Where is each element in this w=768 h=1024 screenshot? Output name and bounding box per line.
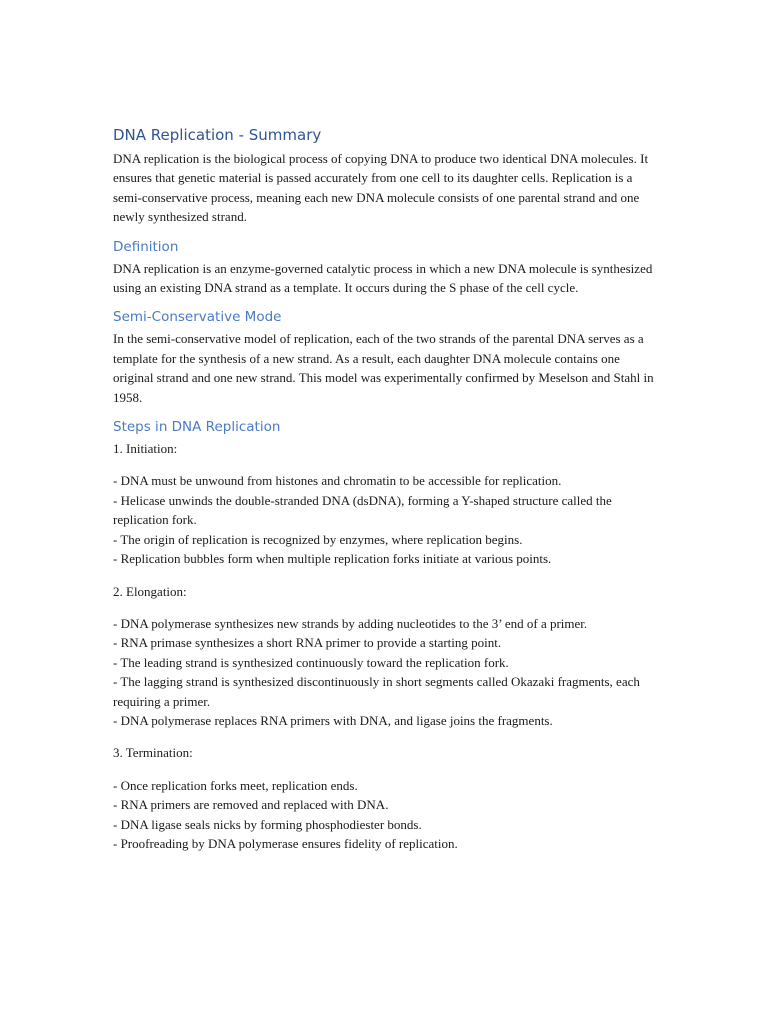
step-title: 3. Termination: [113,745,193,761]
list-item: - RNA primase synthesizes a short RNA primer to provide a starting point. [113,635,502,651]
list-item: - The leading strand is synthesized continuously toward the replication fork. [113,654,509,670]
list-item: - RNA primers are removed and replaced with DNA. [113,797,389,813]
step-bullet-list [113,776,658,854]
step-bullet-list [113,471,658,568]
list-item: - DNA ligase seals nicks by forming phosphodiester bonds. [113,816,422,832]
list-item: - DNA polymerase synthesizes new strands by adding nucleotides to the 3’ end of a primer. [113,615,588,631]
list-item: - Once replication forks meet, replication ends. [113,777,358,793]
step-initiation [113,439,658,568]
document-body [113,124,658,866]
step-bullet-list [113,614,658,730]
step-termination [113,743,658,853]
definition-heading: Definition [113,238,179,255]
list-item: - The origin of replication is recognized by enzymes, where replication begins. [113,531,523,547]
list-item: - Helicase unwinds the double-stranded DNA (dsDNA), forming a Y-shaped structure called the replication fork. [113,492,612,528]
semi-conservative-paragraph: In the semi-conservative model of replication, each of the two strands of the parental DNA serves as a template for the synthesis of a new strand. As a result, each daughter DNA molecule contains one original strand and one new strand. This model was experimentally confirmed by Meselson and Stahl in 1958. [113,331,654,405]
step-elongation [113,582,658,731]
semi-conservative-heading: Semi-Conservative Mode [113,309,282,326]
list-item: - Proofreading by DNA polymerase ensures fidelity of replication. [113,835,458,851]
intro-paragraph: DNA replication is the biological process of copying DNA to produce two identical DNA molecules. It ensures that genetic material is passed accurately from one cell to its daughter cells. Replication is a semi-conservative process, meaning each new DNA molecule consists of one parental strand and one newly synthesized strand. [113,151,649,225]
step-title: 2. Elongation: [113,583,187,599]
steps-heading: Steps in DNA Replication [113,419,281,436]
document-title: DNA Replication - Summary [113,126,322,144]
step-title: 1. Initiation: [113,441,178,457]
list-item: - DNA must be unwound from histones and chromatin to be accessible for replication. [113,473,562,489]
list-item: - The lagging strand is synthesized discontinuously in short segments called Okazaki fragments, each requiring a primer. [113,674,640,709]
list-item: - Replication bubbles form when multiple replication forks initiate at various points. [113,551,552,567]
list-item: - DNA polymerase replaces RNA primers with DNA, and ligase joins the fragments. [113,712,553,728]
definition-paragraph: DNA replication is an enzyme-governed catalytic process in which a new DNA molecule is synthesized using an existing DNA strand as a template. It occurs during the S phase of the cell cycle. [113,260,653,296]
